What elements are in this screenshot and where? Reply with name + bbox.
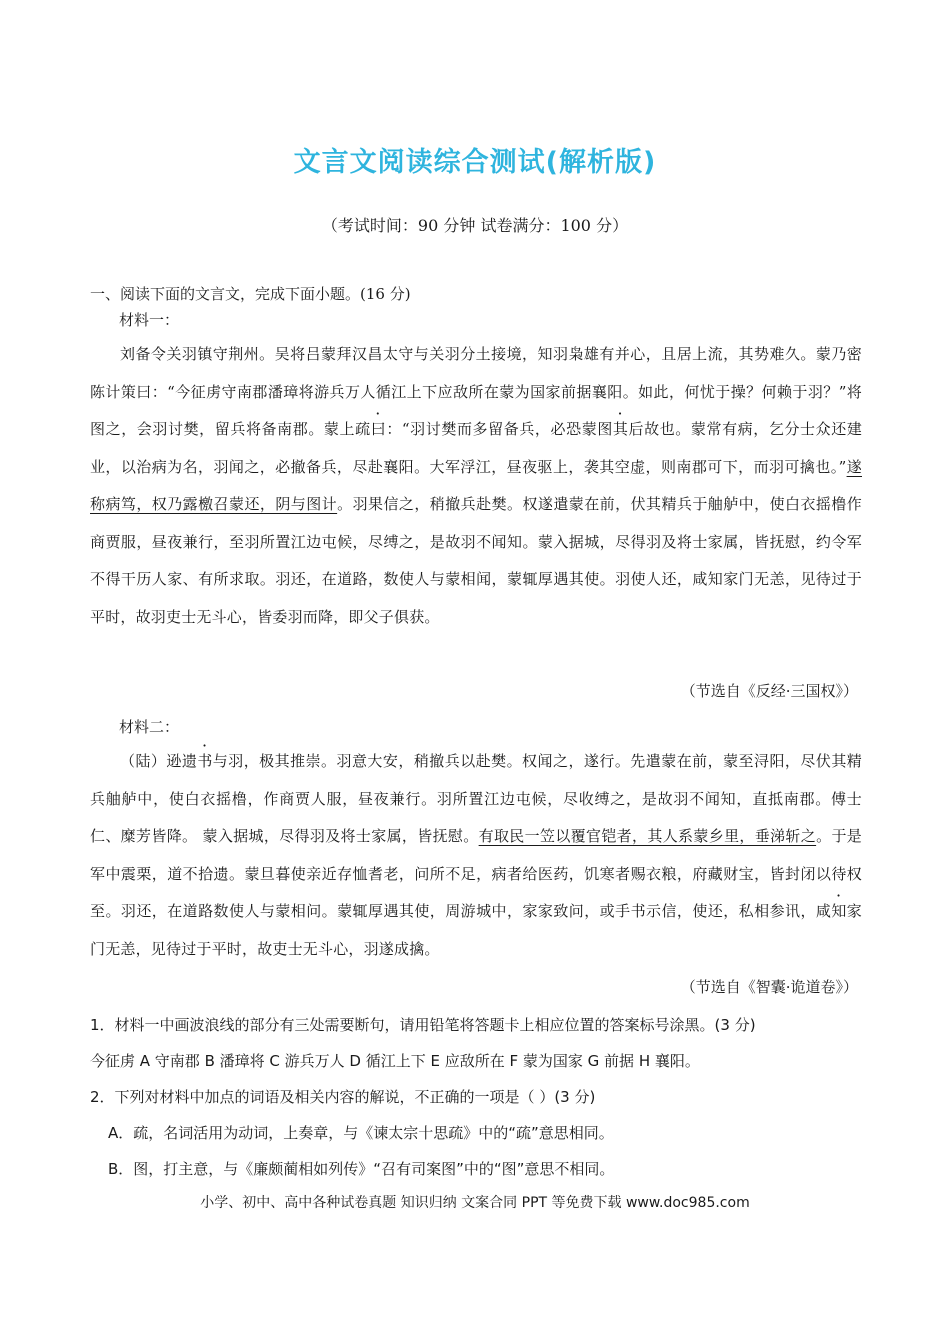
- material-1-source: （节选自《反经·三国权》）: [680, 682, 858, 700]
- question-1: 1．材料一中画波浪线的部分有三处需要断句，请用铅笔将答题卡上相应位置的答案标号涂黑。(3 分): [90, 1016, 756, 1034]
- material-1-text: 刘备令关羽镇守荆州。吴将吕蒙拜汉昌太守与关羽分土接境，知羽枭雄有并心，且居上流，其势难久。蒙乃密陈计策曰：“今征虏守南郡潘璋将游兵万人循江上下应敌所在蒙为国家前据襄阳。如此，何忧于操？何赖于羽？”将图之，会羽讨樊，留兵将备南郡。蒙上疏曰：“羽讨樊而多留备兵，必恐蒙图其后故也。蒙常有病，乞分士众还建业，以治病为名，羽闻之，必撤备兵，尽赴襄阳。大军浮江，昼夜驱上，袭其空虚，则南郡可下，而羽可擒也。”遂称病笃，权乃露檄召蒙还，阴与图计。羽果信之，稍撤兵赴樊。权遂遣蒙在前，伏其精兵于舳舻中，使白衣摇橹作商贾服，昼夜兼行，至羽所置江边屯候，尽缚之，是故羽不闻知。蒙入据城，尽得羽及将士家属，皆抚慰，约令军不得干历人家、有所求取。羽还，在道路，数使人与蒙相闻，蒙辄厚遇其使。羽使人还，咸知家门无恙，见待过于平时，故羽吏士无斗心，皆委羽而降，即父子俱获。: [90, 345, 863, 626]
- material-2-text: （陆）逊遗书与羽，极其推崇。羽意大安，稍撤兵以赴樊。权闻之，遂行。先遣蒙在前，蒙至浔阳，尽伏其精兵舳舻中，使白衣摇橹，作商贾人服，昼夜兼行。羽所置江边屯候，尽收缚之，是故羽不闻知，直抵南郡。傅士仁、糜芳皆降。 蒙入据城，尽得羽及将士家属，皆抚慰。有取民一笠以覆官铠者，其人系蒙乡里，垂涕斩之。于是军中震栗，道不拾遗。蒙旦暮使亲近存恤耆老，问所不足，病者给医药，饥寒者赐衣粮，府藏财宝，皆封闭以待权至。羽还，在道路数使人与蒙相问。蒙辄厚遇其使，周游城中，家家致问，或手书示信，使还，私相参讯，咸知家门无恙，见待过于平时，故吏士无斗心，羽遂成擒。: [90, 752, 863, 958]
- question-1-segments: 今征虏 A 守南郡 B 潘璋将 C 游兵万人 D 循江上下 E 应敌所在 F 蒙为国家 G 前据 H 襄阳。: [90, 1052, 700, 1070]
- section-heading: 一、阅读下面的文言文，完成下面小题。(16 分): [90, 285, 411, 303]
- material-2-source: （节选自《智囊·诡道卷》）: [680, 978, 858, 996]
- underlined-sentence-2: 有取民一笠以覆官铠者，其人系蒙乡里，垂涕斩之: [478, 827, 817, 845]
- material-2-label: 材料二：: [119, 718, 180, 736]
- page-footer: 小学、初中、高中各种试卷真题 知识归纳 文案合同 PPT 等免费下载 www.doc985.com: [200, 1195, 750, 1211]
- question-2: 2．下列对材料中加点的词语及相关内容的解说，不正确的一项是（ ）(3 分): [90, 1088, 596, 1106]
- material-1-label: 材料一：: [119, 311, 180, 329]
- underlined-sentence-1: 遂称病笃，权乃露檄召蒙还，阴与图计: [90, 457, 862, 513]
- question-2-option-b: B．图，打主意，与《廉颇蔺相如列传》“召有司案图”中的“图”意思不相同。: [108, 1160, 615, 1178]
- page-title: 文言文阅读综合测试(解析版): [293, 147, 657, 178]
- emphasis-yi: 遗: [181, 752, 198, 770]
- question-2-option-a: A．疏，名词活用为动词，上奏章，与《谏太宗十思疏》中的“疏”意思相同。: [108, 1124, 614, 1142]
- emphasis-tu: 图: [597, 420, 613, 438]
- emphasis-xian: 咸: [815, 902, 832, 920]
- emphasis-shu: 疏: [355, 420, 371, 438]
- exam-info: （考试时间：90 分钟 试卷满分：100 分）: [321, 216, 629, 235]
